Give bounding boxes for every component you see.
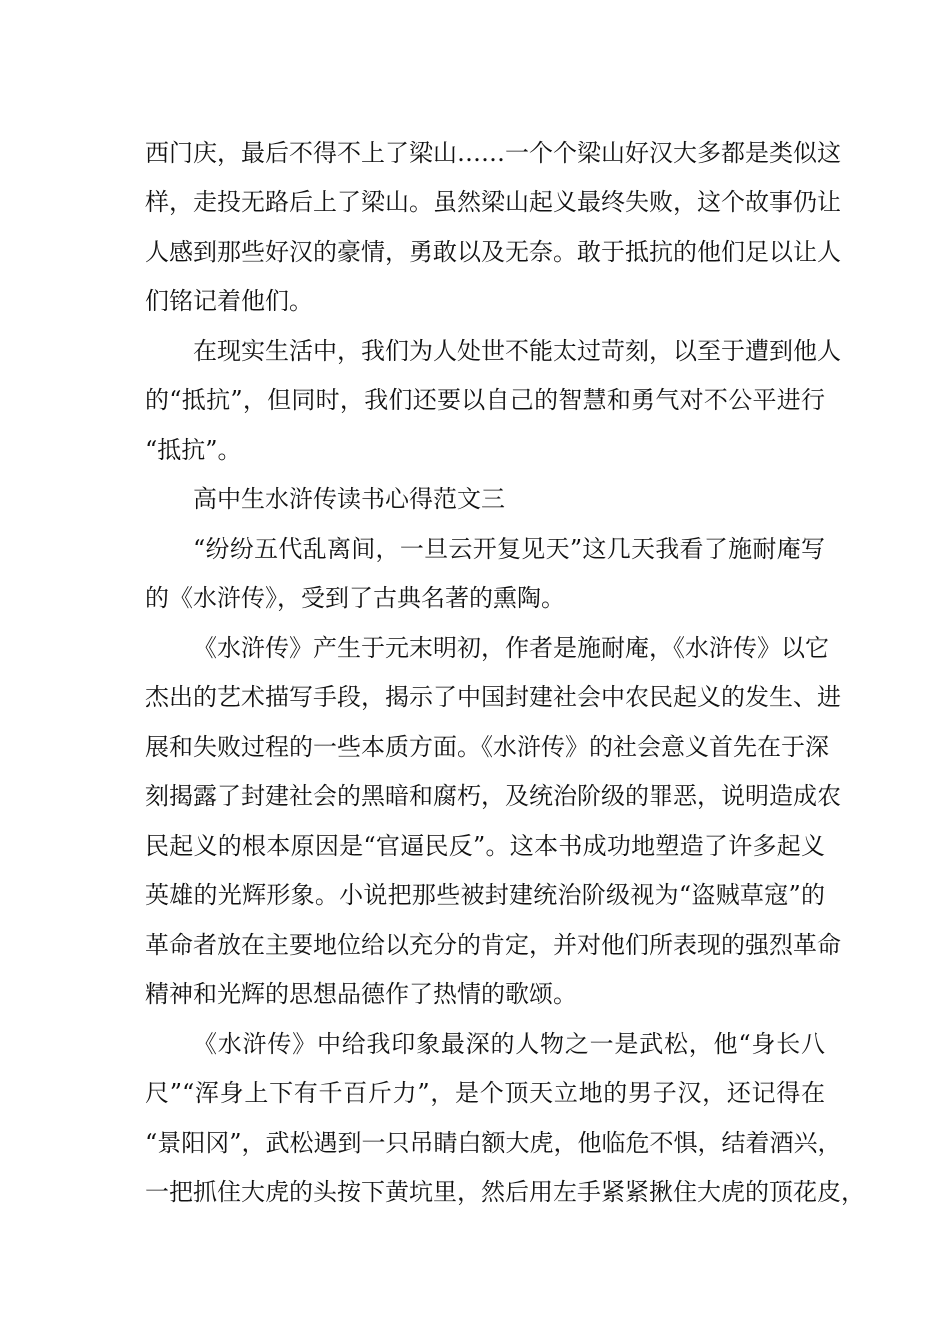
text-line-21: “景阳冈”，武松遇到一只吊睛白额大虎，他临危不惧，结着酒兴， <box>145 1129 842 1157</box>
text-line-16: 英雄的光辉形象。小说把那些被封建统治阶级视为“盗贼草寇”的 <box>145 881 825 909</box>
text-line-19: 《水浒传》中给我印象最深的人物之一是武松，他“身长八 <box>193 1030 825 1058</box>
text-line-5: 在现实生活中，我们为人处世不能太过苛刻，以至于遭到他人 <box>193 337 841 365</box>
text-line-13: 展和失败过程的一些本质方面。《水浒传》的社会意义首先在于深 <box>145 733 829 761</box>
section-heading: 高中生水浒传读书心得范文三 <box>193 485 505 513</box>
text-line-2: 样，走投无路后上了梁山。虽然梁山起义最终失败，这个故事仍让 <box>145 188 841 216</box>
text-line-14: 刻揭露了封建社会的黑暗和腐朽，及统治阶级的罪恶，说明造成农 <box>145 782 841 810</box>
text-line-10: 的《水浒传》，受到了古典名著的熏陶。 <box>145 584 565 612</box>
text-line-3: 人感到那些好汉的豪情，勇敢以及无奈。敢于抵抗的他们足以让人 <box>145 238 841 266</box>
text-line-6: 的“抵抗”，但同时，我们还要以自己的智慧和勇气对不公平进行 <box>145 386 825 414</box>
text-line-22: 一把抓住大虎的头按下黄坑里，然后用左手紧紧揪住大虎的顶花皮， <box>145 1178 865 1206</box>
text-line-12: 杰出的艺术描写手段，揭示了中国封建社会中农民起义的发生、进 <box>145 683 841 711</box>
text-line-18: 精神和光辉的思想品德作了热情的歌颂。 <box>145 980 577 1008</box>
text-line-1: 西门庆，最后不得不上了梁山……一个个梁山好汉大多都是类似这 <box>145 139 841 167</box>
text-line-9: “纷纷五代乱离间，一旦云开复见天”这几天我看了施耐庵写 <box>193 535 825 563</box>
text-line-20: 尺”“浑身上下有千百斤力”，是个顶天立地的男子汉，还记得在 <box>145 1079 825 1107</box>
text-line-15: 民起义的根本原因是“官逼民反”。这本书成功地塑造了许多起义 <box>145 832 825 860</box>
text-line-7: “抵抗”。 <box>145 436 242 464</box>
text-line-4: 们铭记着他们。 <box>145 287 313 315</box>
text-line-17: 革命者放在主要地位给以充分的肯定，并对他们所表现的强烈革命 <box>145 931 841 959</box>
text-line-11: 《水浒传》产生于元末明初，作者是施耐庵，《水浒传》以它 <box>193 634 829 662</box>
